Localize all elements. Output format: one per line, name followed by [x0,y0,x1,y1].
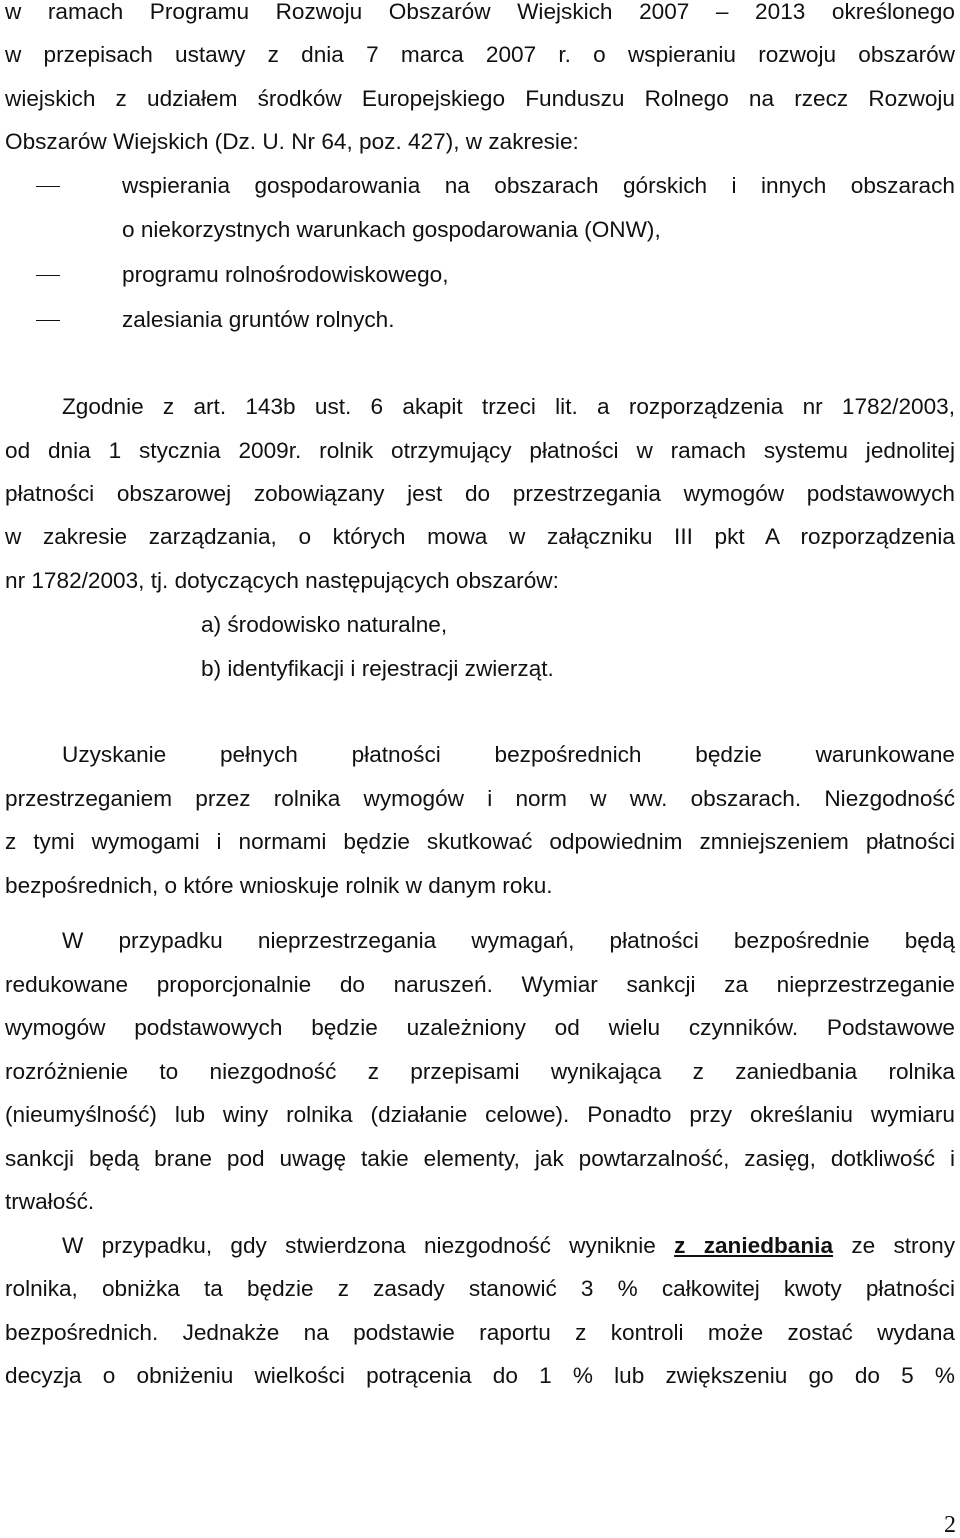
text-run: W przypadku, gdy stwierdzona niezgodność wyniknie [62,1233,675,1258]
paragraph-line: nr 1782/2003, tj. dotyczących następujących obszarów: [5,568,559,593]
emphasized-phrase: z zaniedbania [674,1233,834,1258]
text-run: ze strony [833,1233,956,1258]
list-dash [36,186,60,187]
paragraph-line: rozróżnienie to niezgodność z przepisami wynikająca z zaniedbania rolnika [5,1059,955,1084]
list-dash [36,320,60,321]
paragraph-line: rolnika, obniżka ta będzie z zasady stanowić 3 % całkowitej kwoty płatności [5,1276,955,1301]
sub-list-item: a) środowisko naturalne, [201,612,448,637]
paragraph-line: z tymi wymogami i normami będzie skutkować odpowiednim zmniejszeniem płatności [5,829,955,854]
paragraph-line: w zakresie zarządzania, o których mowa w załączniku III pkt A rozporządzenia [5,524,955,549]
list-item: wspierania gospodarowania na obszarach górskich i innych obszarach [122,173,955,198]
paragraph-line: (nieumyślność) lub winy rolnika (działanie celowe). Ponadto przy określaniu wymiaru [5,1102,955,1127]
paragraph-line: sankcji będą brane pod uwagę takie elementy, jak powtarzalność, zasięg, dotkliwość i [5,1146,955,1171]
list-item-continuation: o niekorzystnych warunkach gospodarowania (ONW), [122,217,661,242]
paragraph-line: decyzja o obniżeniu wielkości potrącenia do 1 % lub zwiększeniu go do 5 % [5,1363,955,1388]
paragraph-line: w ramach Programu Rozwoju Obszarów Wiejskich 2007 – 2013 określonego [5,0,955,24]
paragraph-line: redukowane proporcjonalnie do naruszeń. Wymiar sankcji za nieprzestrzeganie [5,972,955,997]
paragraph-line: Obszarów Wiejskich (Dz. U. Nr 64, poz. 427), w zakresie: [5,129,579,154]
paragraph-line: trwałość. [5,1189,95,1214]
paragraph-line [62,1232,955,1260]
paragraph-line: Uzyskanie pełnych płatności bezpośrednich będzie warunkowane [62,742,955,767]
paragraph-line: od dnia 1 stycznia 2009r. rolnik otrzymujący płatności w ramach systemu jednolitej [5,438,955,463]
paragraph-line: wymogów podstawowych będzie uzależniony od wielu czynników. Podstawowe [5,1015,955,1040]
paragraph-line: w przepisach ustawy z dnia 7 marca 2007 r. o wspieraniu rozwoju obszarów [5,42,955,67]
paragraph-line: bezpośrednich, o które wnioskuje rolnik w danym roku. [5,873,553,898]
paragraph-line: wiejskich z udziałem środków Europejskiego Funduszu Rolnego na rzecz Rozwoju [5,86,955,111]
paragraph-line: W przypadku nieprzestrzegania wymagań, płatności bezpośrednie będą [62,928,955,953]
page-number: 2 [944,1512,956,1538]
paragraph-line: przestrzeganiem przez rolnika wymogów i norm w ww. obszarach. Niezgodność [5,786,955,811]
paragraph-line: Zgodnie z art. 143b ust. 6 akapit trzeci lit. a rozporządzenia nr 1782/2003, [62,394,955,419]
list-item: programu rolnośrodowiskowego, [122,262,449,287]
paragraph-line: bezpośrednich. Jednakże na podstawie raportu z kontroli może zostać wydana [5,1320,955,1345]
paragraph-line: płatności obszarowej zobowiązany jest do przestrzegania wymogów podstawowych [5,481,955,506]
list-dash [36,275,60,276]
list-item: zalesiania gruntów rolnych. [122,307,395,332]
sub-list-item: b) identyfikacji i rejestracji zwierząt. [201,656,554,681]
